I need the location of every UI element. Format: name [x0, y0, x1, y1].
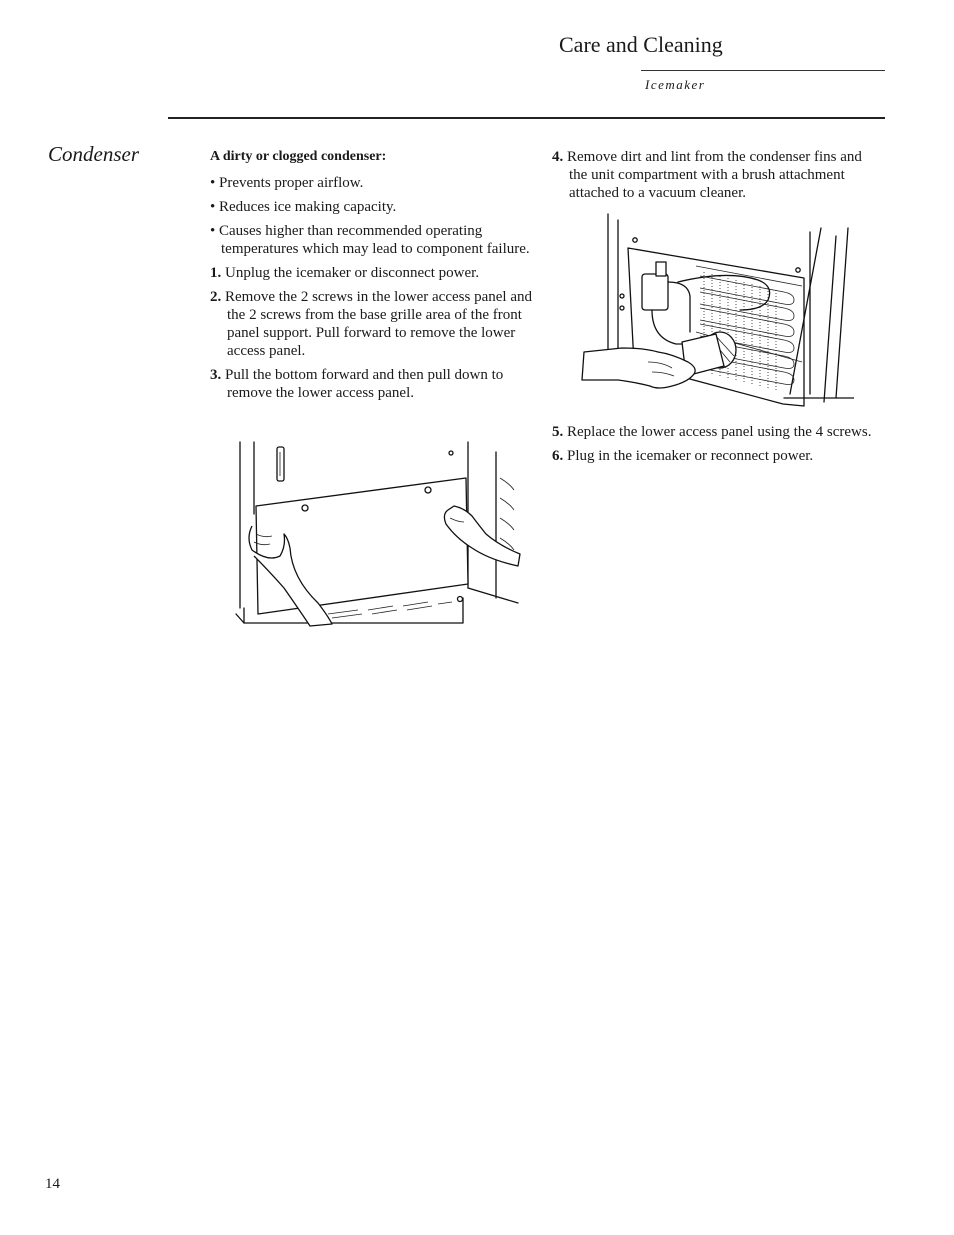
step-5 [552, 423, 882, 441]
step-number: 3. [210, 367, 222, 383]
text-column-left [210, 148, 540, 408]
step-number: 4. [552, 149, 564, 165]
step-text: Unplug the icemaker or disconnect power. [225, 265, 480, 281]
step-text: Remove the 2 screws in the lower access panel and the 2 screws from the base grille area of the front panel support. Pull forward to remove the lower access panel. [225, 289, 532, 359]
step-number: 6. [552, 448, 564, 464]
page-subsection-title: Icemaker [645, 77, 706, 92]
step-number: 5. [552, 424, 564, 440]
step-number: 2. [210, 289, 222, 305]
condenser-cleaning-illustration [578, 212, 854, 412]
step-text: Pull the bottom forward and then pull down to remove the lower access panel. [225, 367, 504, 401]
bullet-item: • Prevents proper airflow. [210, 175, 364, 191]
intro-lead: A dirty or clogged condenser: [210, 149, 387, 164]
page-section-title: Care and Cleaning [559, 32, 723, 57]
step-3 [210, 366, 540, 402]
step-2 [210, 288, 540, 360]
step-text: Plug in the icemaker or reconnect power. [567, 448, 814, 464]
header-divider-short [641, 70, 885, 71]
text-column-right-lower [552, 423, 882, 471]
section-heading: Condenser [48, 142, 139, 166]
page-number: 14 [45, 1176, 60, 1192]
step-6 [552, 447, 882, 465]
step-text: Remove dirt and lint from the condenser fins and the unit compartment with a brush attachment attached to a vacuum cleaner. [567, 149, 862, 201]
step-4 [552, 148, 882, 202]
step-number: 1. [210, 265, 222, 281]
step-text: Replace the lower access panel using the 4 screws. [567, 424, 872, 440]
header-divider [168, 117, 885, 119]
text-column-right [552, 148, 882, 208]
bullet-item: • Causes higher than recommended operating temperatures which may lead to component failure. [210, 223, 530, 257]
panel-removal-illustration [228, 438, 524, 630]
bullet-item: • Reduces ice making capacity. [210, 199, 397, 215]
step-1 [210, 264, 540, 282]
